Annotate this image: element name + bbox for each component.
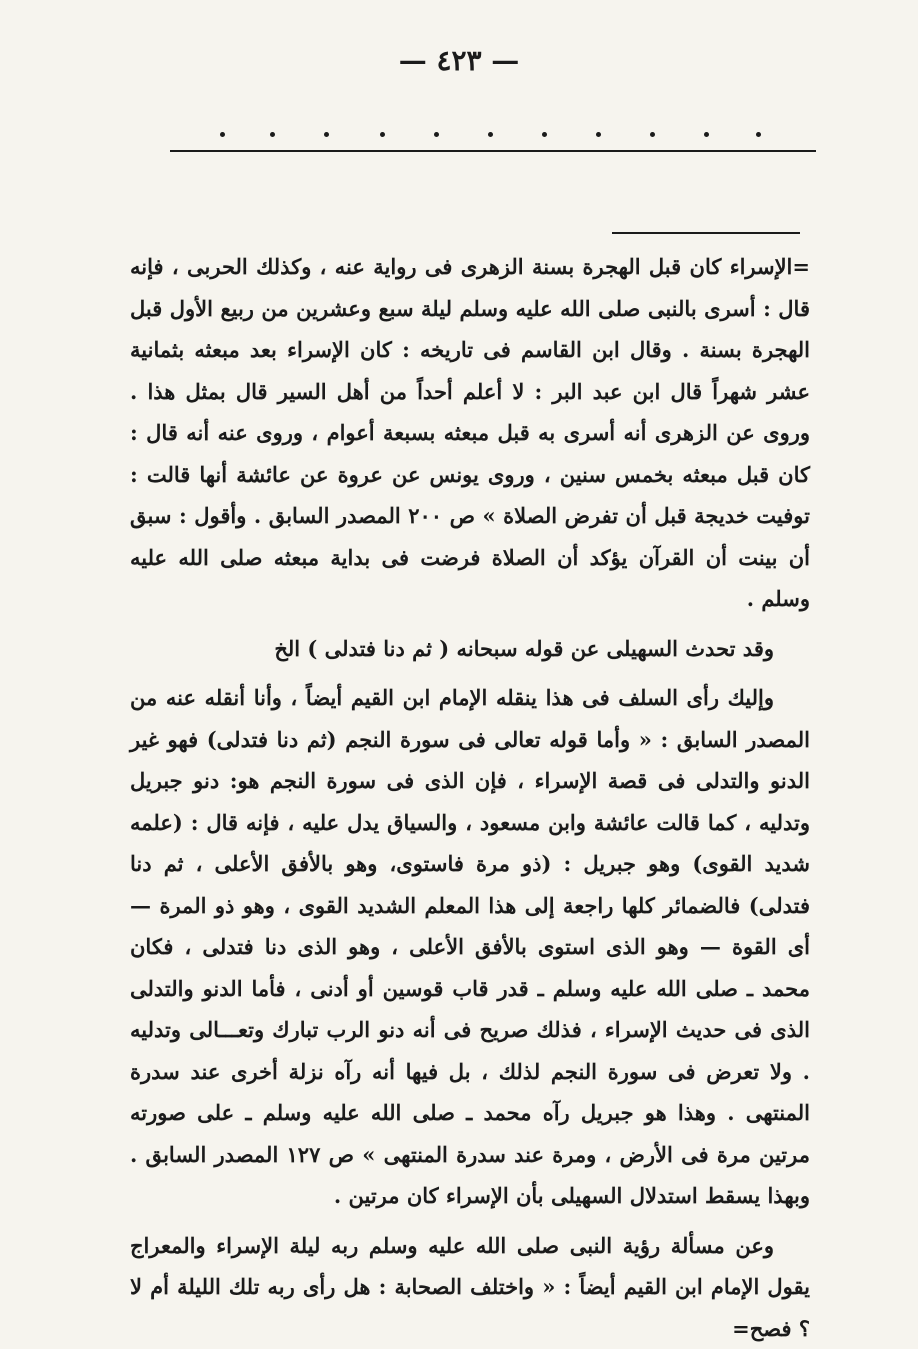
separator-dot xyxy=(756,132,761,137)
separator-dot xyxy=(220,132,225,137)
page-number: — ٤٢٣ — xyxy=(0,44,918,77)
separator-dot xyxy=(270,132,275,137)
separator-dot xyxy=(488,132,493,137)
separator-dot xyxy=(324,132,329,137)
separator-dot xyxy=(704,132,709,137)
separator-dot xyxy=(434,132,439,137)
separator-dot xyxy=(542,132,547,137)
footnote-rule xyxy=(612,232,800,234)
footnote-paragraph-4: وعن مسألة رؤية النبى صلى الله عليه وسلم ربه ليلة الإسراء والمعراج يقول الإمام ابن القيم أيضاً : « واختلف الصحابة : هل رأى ربه تلك الليلة أم لا ؟ فصح= xyxy=(130,1225,810,1349)
separator-dot xyxy=(596,132,601,137)
separator-dot xyxy=(380,132,385,137)
footnote-paragraph-1: =الإسراء كان قبل الهجرة بسنة الزهرى فى رواية عنه ، وكذلك الحربى ، فإنه قال : أسرى بالنبى صلى الله عليه وسلم ليلة سبع وعشرين من ربيع الأول قبل الهجرة بسنة . وقال ابن القاسم فى تاريخه : كان الإسراء بعد مبعثه بثمانية عشر شهراً قال ابن عبد البر : لا أعلم أحداً من أهل السير قال بمثل هذا . وروى عن الزهرى أنه أسرى به قبل مبعثه بسبعة أعوام ، وروى عنه أنه قال : كان قبل مبعثه بخمس سنين ، وروى يونس عن عروة عن عائشة أنها قالت : توفيت خديجة قبل أن تفرض الصلاة » ص ٢٠٠ المصدر السابق . وأقول : سبق أن بينت أن القرآن يؤكد أن الصلاة فرضت فى بداية مبعثه صلى الله عليه وسلم . xyxy=(130,246,810,620)
separator-dot xyxy=(650,132,655,137)
dotted-separator xyxy=(212,124,772,144)
header-rule xyxy=(170,150,816,152)
footnote-paragraph-2: وقد تحدث السهيلى عن قوله سبحانه ( ثم دنا فتدلى ) الخ xyxy=(130,628,810,670)
footnote-paragraph-3: وإليك رأى السلف فى هذا ينقله الإمام ابن القيم أيضاً ، وأنا أنقله عنه من المصدر السابق : « وأما قوله تعالى فى سورة النجم (ثم دنا فتدلى) فهو غير الدنو والتدلى فى قصة الإسراء ، فإن الذى فى سورة النجم هو: دنو جبريل وتدليه ، كما قالت عائشة وابن مسعود ، والسياق يدل عليه ، فإنه قال : (علمه شديد القوى) وهو جبريل : (ذو مرة فاستوى، وهو بالأفق الأعلى ، ثم دنا فتدلى) فالضمائر كلها راجعة إلى هذا المعلم الشديد القوى ، وهو ذو المرة — أى القوة — وهو الذى استوى بالأفق الأعلى ، وهو الذى دنا فتدلى ، فكان محمد ـ صلى الله عليه وسلم ـ قدر قاب قوسين أو أدنى ، فأما الدنو والتدلى الذى فى حديث الإسراء ، فذلك صريح فى أنه دنو الرب تبارك وتعـــالى وتدليه . ولا تعرض فى سورة النجم لذلك ، بل فيها أنه رآه نزلة أخرى عند سدرة المنتهى . وهذا هو جبريل رآه محمد ـ صلى الله عليه وسلم ـ على صورته مرتين مرة فى الأرض ، ومرة عند سدرة المنتهى » ص ١٢٧ المصدر السابق . وبهذا يسقط استدلال السهيلى بأن الإسراء كان مرتين . xyxy=(130,677,810,1217)
footnote-text xyxy=(130,246,810,1349)
